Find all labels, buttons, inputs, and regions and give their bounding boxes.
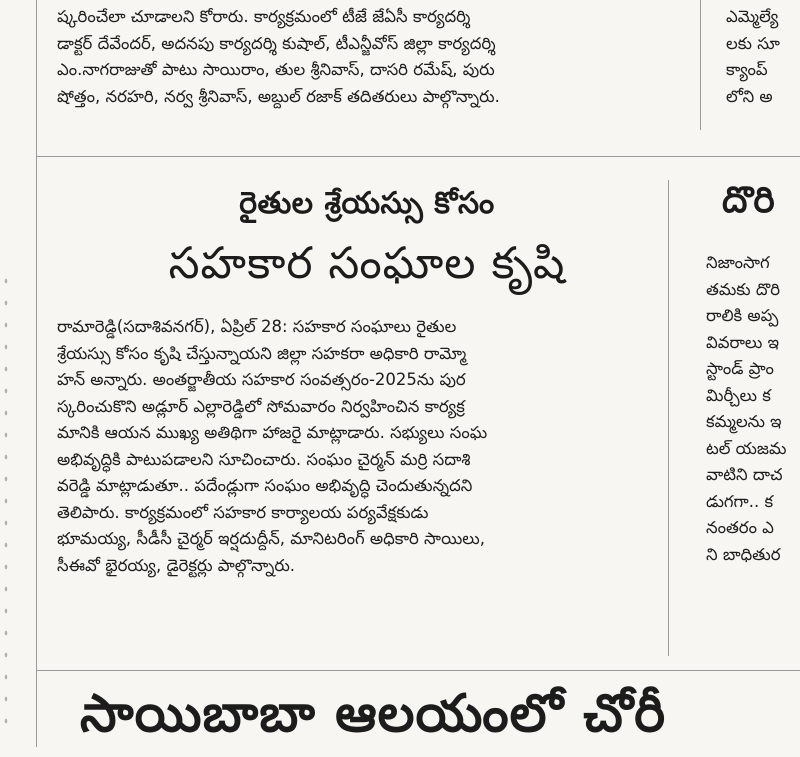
main-article-line: సీఈవో భైరయ్య, డైరెక్టర్లు పాల్గొన్నారు. [57, 555, 296, 575]
top-article-line: డాక్టర్ దేవేందర్, అదనపు కార్యదర్శి కుషాల్, టీఎన్జీవోస్ జిల్లా కార్యదర్శి [57, 33, 496, 53]
right-article-line: కమ్మలను ఇ [706, 412, 782, 431]
right-article-line: రాలికి అప్ప [706, 306, 779, 325]
right-article-line: మిర్చీలు క [706, 385, 771, 405]
right-article-line: తమకు దొరి [706, 279, 781, 299]
right-article-line: టల్ యజమ [706, 438, 787, 458]
section-rule-bottom [36, 670, 800, 671]
right-top-snippet [726, 4, 800, 110]
right-article-line: నిజాంసాగ [706, 253, 770, 272]
top-article [57, 4, 677, 110]
top-article-line: ఎం.నాగరాజుతో పాటు సాయిరాం, తుల శ్రీనివాస్, దాసరి రమేష్, పురు [57, 60, 495, 79]
right-article-line: డుగగా.. క [706, 491, 774, 511]
main-article-kicker: రైతుల శ్రేయస్సు కోసం [239, 186, 495, 221]
right-top-line: ఎమ్మెల్యే [726, 7, 779, 26]
right-article-line: వాటిని దాచ [706, 465, 783, 484]
main-article-line: అభివృద్ధికి పాటుపడాలని సూచించారు. సంఘం చైర్మన్ మర్రి సదాశి [57, 449, 471, 469]
main-article-body [57, 314, 649, 579]
main-article-line: రామారెడ్డి(సదాశివనగర్), ఏప్రిల్ 28: సహకార సంఘాలు రైతుల [57, 317, 457, 336]
top-article-line: షోత్తం, నరహరి, నర్వ శ్రీనివాస్, అబ్దుల్ రజాక్ తదితరులు పాల్గొన్నారు. [57, 86, 500, 106]
right-article-headline: దొరి [722, 180, 775, 221]
column-rule-top-right [700, 0, 701, 130]
bottom-article-headline: సాయిబాబా ఆలయంలో చోరీ [80, 684, 667, 744]
section-rule-top [36, 156, 800, 157]
right-top-line: లకు సూ [726, 33, 780, 53]
main-article-line: హన్ అన్నారు. అంతర్జాతీయ సహకార సంవత్సరం-2025ను పుర [57, 370, 466, 389]
right-top-line: క్యాంప్ [726, 60, 768, 79]
main-article-line: భూమయ్య, సీడీసీ చైర్మర్ ఇర్షదుద్దీన్, మానిటరింగ్ అధికారి సాయిలు, [57, 529, 485, 548]
main-article-line: మానికి ఆయన ముఖ్య అతిథిగా హాజరై మాట్లాడారు. సభ్యులు సంఘ [57, 423, 488, 442]
main-article-line: స్కరించుకొని అడ్లూర్ ఎల్లారెడ్డిలో సోమవారం నిర్వహించిన కార్యక్ర [57, 396, 465, 416]
right-article-line: ని బాధితుర [706, 544, 781, 564]
column-rule-main-right [668, 180, 669, 656]
right-article-line: నంతరం ఎ [706, 518, 774, 537]
right-top-line: లోని అ [726, 86, 773, 106]
column-rule-left [36, 0, 37, 747]
top-article-line: ష్కరించేలా చూడాలని కోరారు. కార్యక్రమంలో టీజే జేఏసీ కార్యదర్శి [57, 7, 471, 26]
right-article-line: వివరాలు ఇ [706, 332, 779, 352]
main-article-headline: సహకార సంఘాల కృషి [168, 238, 566, 289]
page-edge-marks [0, 270, 12, 740]
main-article-line: శ్రేయస్సు కోసం కృషి చేస్తున్నాయని జిల్లా సహకరా అధికారి రామ్మో [57, 343, 467, 363]
main-article-line: వరెడ్డి మాట్లాడుతూ.. పదేండ్లుగా సంఘం అభివృద్ధి చెందుతున్నదని [57, 476, 473, 495]
right-article-body [706, 250, 800, 568]
main-article-line: తెలిపారు. కార్యక్రమంలో సహకార కార్యాలయ పర్యవేక్షకుడు [57, 502, 429, 522]
right-article-line: స్టాండ్ ప్రాం [706, 359, 774, 378]
